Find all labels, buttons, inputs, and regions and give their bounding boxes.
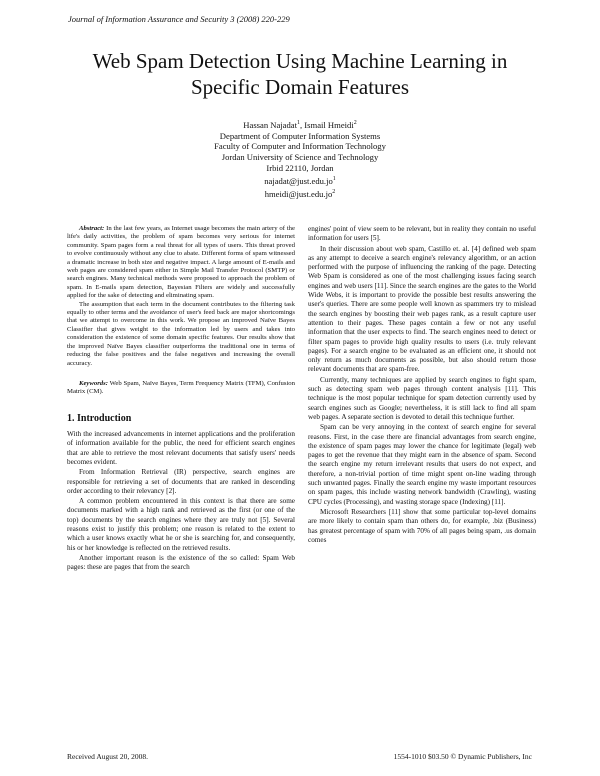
author-block <box>0 118 600 199</box>
abstract-text-1: In the last few years, as Internet usage becomes the main artery of the life's daily activities, the problem of spam becomes very serious for internet community. Spam pages form a real threat for all types of users. This threat proved to evolve continuously without any clue to abate. Different forms of spam witnessed a dramatic increase in both size and negative impact. A large amount of E-mails and web pages are considered spam either in Simple Mail Transfer Protocol (SMTP) or search engines. Many technical methods were proposed to approach the problem of spam. In E-mails spam detection, Bayesian Filters are widely and successfully applied for the sake of detecting and eliminating spam. <box>67 225 295 300</box>
right-paragraph-2: In their discussion about web spam, Castillo et. al. [4] defined web spam as any attempt to deceive a search engine's relevancy algorithm, or an action performed with the purpose of influencing the ranking of the page. Detecting Web Spam is considered as one of the most challenging issues facing search engines and web users [11]. Since the search engines are the gates to the World Wide Webs, it is important to provide the possible best results answering the user's queries. There are some people well known as spammers try to mislead the search engines by boosting their web pages rank, as a result capture user attention to their pages. These pages contain a few or not any useful information that the user expects to find. The search engines need to detect or filter spam pages to provide high quality results to users (i.e. truly relevant pages). For a search engine to be evaluated as an efficient one, it should not only return as much documents as possible, but also should return those relevant documents that are spam-free. <box>308 244 536 374</box>
left-column <box>67 225 295 572</box>
author-1-sup: 1 <box>297 120 300 126</box>
address: Irbid 22110, Jordan <box>266 163 334 174</box>
university: Jordan University of Science and Technology <box>221 152 379 163</box>
email-1-text: najadat@just.edu.jo <box>264 175 333 186</box>
keywords-text: Web Spam, Naïve Bayes, Term Frequency Matrix (TFM), Confusion Matrix (CM). <box>67 379 295 396</box>
abstract-paragraph-1 <box>67 225 295 301</box>
email-1 <box>0 174 600 187</box>
email-2-text: hmeidi@just.edu.jo <box>264 188 333 199</box>
received-date: Received August 20, 2008. <box>67 752 149 761</box>
intro-paragraph-1: With the increased advancements in internet applications and the proliferation of information available for the public, the need for efficient search engines that are able to retrieve the most relevant documents that satisfy users' needs becomes evident. <box>67 430 295 466</box>
right-paragraph-4: Spam can be very annoying in the context of search engine for several reasons. First, in the case there are financial advantages from search engine, the existence of spam pages may lower the chance for legitimate (legal) web pages to get the revenue that they might earn in the absence of spam. Second the search engine my return irrelevant results that users do not expect, and therefore, a non-trivial portion of time might spent on-line wading through such unwanted pages. Finally the search engine my waste important resources on spam pages, this include wasting network bandwidth (Crawling), wasting CPU cycles (Processing), and wasting storage space (Indexing) [11]. <box>308 423 536 506</box>
intro-paragraph-4: Another important reason is the existence of the so called: Spam Web pages: these are pages that from the search <box>67 553 295 572</box>
running-head: Journal of Information Assurance and Security 3 (2008) 220-229 <box>68 14 290 24</box>
author-2: , Ismail Hmeidi <box>300 119 354 130</box>
email-2-sup: 2 <box>332 188 336 195</box>
abstract-paragraph-2: The assumption that each term in the document contributes to the filtering task equally to other terms and the avoidance of user's feed back are major shortcomings that we attempt to overcome in this work. We propose an improved Naïve Bayes Classifier that gives weight to the information led by users and takes into consideration the existence of some domain specific features. Our results show that the improved Naïve Bayes classifier outperforms the traditional one in terms of reducing the false positives and the false negatives and increasing the overall accuracy. <box>67 300 295 367</box>
author-names <box>0 118 600 131</box>
paper-title <box>0 48 600 100</box>
department: Department of Computer Information Systems <box>219 130 381 141</box>
intro-paragraph-3: A common problem encountered in this context is that there are some documents marked with a high rank and retrieved as the first (or one of the top) documents by the search engines where they are truly not [5]. Several reasons exist to justify this problem; one reason is related to the extent to which a user knows exactly what he or she is searching for, and consequently, his or her knowledge is reflected on the retrieved results. <box>67 497 295 552</box>
author-2-sup: 2 <box>353 120 357 126</box>
title-line-1: Web Spam Detection Using Machine Learning in <box>92 49 508 73</box>
abstract-label: Abstract: <box>79 225 105 232</box>
keywords <box>67 380 295 397</box>
email-2 <box>0 187 600 200</box>
right-paragraph-5: Microsoft Researchers [11] show that some particular top-level domains are more likely to contain spam than others do, for example, .biz (Business) has greatest percentage of spam with 70% of all pages being spam, .us domain comes <box>308 507 536 544</box>
right-paragraph-3: Currently, many techniques are applied by search engines to fight spam, such as detecting spam web pages through content analysis [11]. This technique is the most popular technique for spam detection currently used by search engines such as Google; nevertheless, it is still lack to find all spam web pages. A separate section is devoted to detail this technique further. <box>308 375 536 421</box>
email-1-sup: 1 <box>332 175 336 182</box>
title-line-2: Specific Domain Features <box>190 75 410 99</box>
introduction-heading: 1. Introduction <box>67 412 132 424</box>
faculty: Faculty of Computer and Information Technology <box>214 141 386 152</box>
author-1: Hassan Najadat <box>243 119 297 130</box>
intro-paragraph-2: From Information Retrieval (IR) perspective, search engines are responsible for retrieving a set of documents that are ranked in descending order according to their relevancy [2]. <box>67 468 295 495</box>
right-paragraph-1: engines' point of view seem to be relevant, but in reality they contain no useful information for users [5]. <box>308 225 536 243</box>
issn-publisher: 1554-1010 $03.50 © Dynamic Publishers, Inc <box>393 752 532 761</box>
right-column <box>308 225 536 545</box>
keywords-label: Keywords: <box>79 379 108 387</box>
